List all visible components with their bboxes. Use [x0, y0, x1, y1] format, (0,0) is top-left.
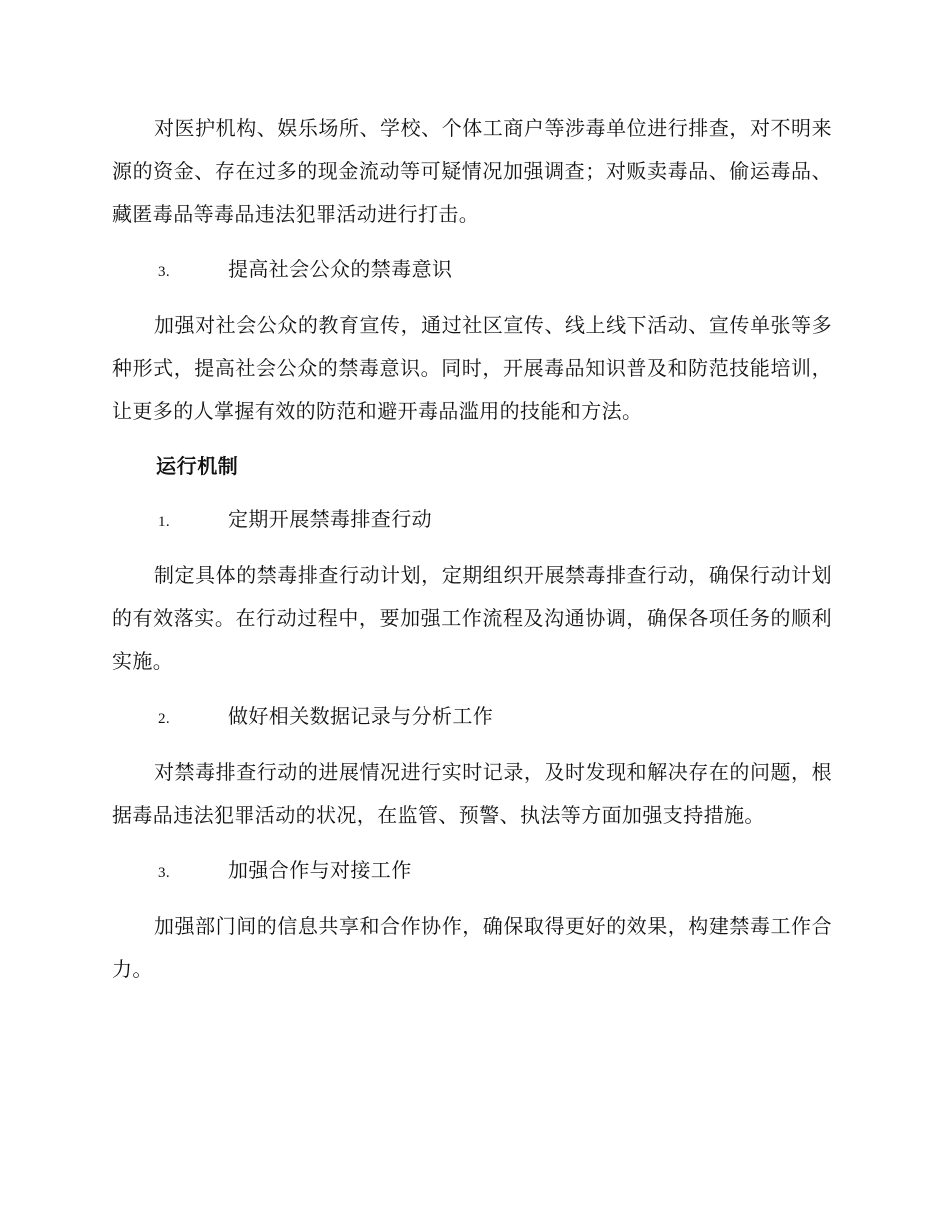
- list-item-number: 1.: [158, 514, 171, 530]
- list-item-title: 提高社会公众的禁毒意识: [228, 257, 453, 281]
- list-item-regular-inspection: [112, 498, 832, 544]
- list-item-number: 3.: [158, 865, 171, 881]
- paragraph-public-education: 加强对社会公众的教育宣传，通过社区宣传、线上线下活动、宣传单张等多种形式，提高社会公众的禁毒意识。同时，开展毒品知识普及和防范技能培训，让更多的人掌握有效的防范和避开毒品滥用的技能和方法。: [112, 313, 832, 423]
- list-item-title: 定期开展禁毒排查行动: [228, 507, 432, 531]
- document-body: [112, 107, 832, 1003]
- paragraph-inspection-plan: 制定具体的禁毒排查行动计划，定期组织开展禁毒排查行动，确保行动计划的有效落实。在行动过程中，要加强工作流程及沟通协调，确保各项任务的顺利实施。: [112, 563, 832, 673]
- list-item-number: 2.: [158, 711, 171, 727]
- list-item-title: 加强合作与对接工作: [228, 858, 412, 882]
- list-item-data-recording: [112, 695, 832, 741]
- list-item-cooperation: [112, 849, 832, 895]
- list-item-raise-public-awareness: [112, 248, 832, 294]
- paragraph-progress-recording: 对禁毒排查行动的进展情况进行实时记录，及时发现和解决存在的问题，根据毒品违法犯罪活动的状况，在监管、预警、执法等方面加强支持措施。: [112, 760, 832, 827]
- list-item-title: 做好相关数据记录与分析工作: [228, 704, 494, 728]
- list-item-number: 3.: [158, 264, 171, 280]
- section-heading-operating-mechanism: 运行机制: [156, 454, 239, 478]
- paragraph-information-sharing: 加强部门间的信息共享和合作协作，确保取得更好的效果，构建禁毒工作合力。: [112, 914, 832, 981]
- paragraph-drug-unit-inspection: 对医护机构、娱乐场所、学校、个体工商户等涉毒单位进行排查，对不明来源的资金、存在过多的现金流动等可疑情况加强调查；对贩卖毒品、偷运毒品、藏匿毒品等毒品违法犯罪活动进行打击。: [112, 116, 832, 226]
